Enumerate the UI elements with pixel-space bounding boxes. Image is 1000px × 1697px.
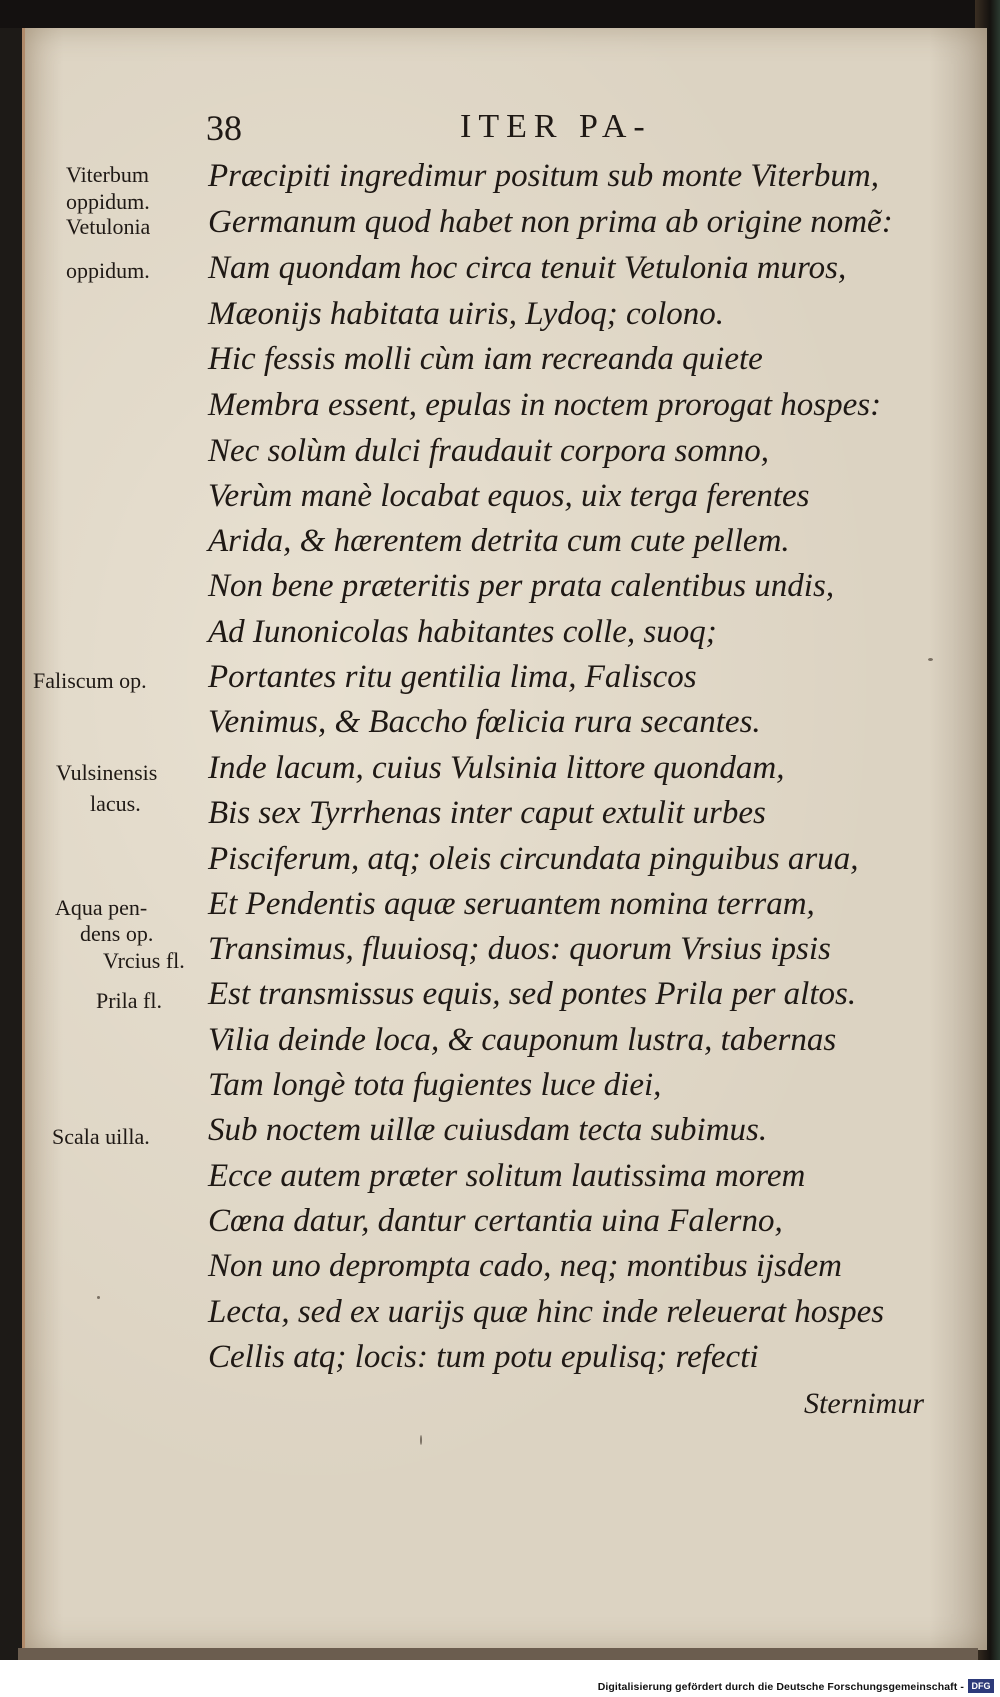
page-bottom-edge xyxy=(18,1648,978,1660)
verse-line: Pisciferum, atq; oleis circundata pinguibus arua, xyxy=(208,841,859,877)
verse-line: Inde lacum, cuius Vulsinia littore quondam, xyxy=(208,750,785,786)
marginal-note: oppidum. xyxy=(66,258,150,283)
book-board-top xyxy=(0,0,1000,28)
ink-speck xyxy=(97,1296,100,1299)
verse-line: Nam quondam hoc circa tenuit Vetulonia muros, xyxy=(208,250,847,286)
verse-line: Transimus, fluuiosq; duos: quorum Vrsius ipsis xyxy=(208,931,831,967)
marginal-note: Viterbum xyxy=(66,162,149,187)
verse-line: Portantes ritu gentilia lima, Faliscos xyxy=(208,659,697,695)
verse-line: Non bene præteritis per prata calentibus undis, xyxy=(208,568,835,604)
catchword: Sternimur xyxy=(804,1387,924,1420)
verse-line: Ecce autem præter solitum lautissima morem xyxy=(208,1158,806,1194)
marginal-note: Faliscum op. xyxy=(33,668,147,693)
verse-line: Non uno deprompta cado, neq; montibus ijsdem xyxy=(208,1248,842,1284)
verse-line: Et Pendentis aquæ seruantem nomina terram, xyxy=(208,886,815,922)
dfg-logo-icon: DFG xyxy=(968,1679,994,1693)
verse-line: Bis sex Tyrrhenas inter caput extulit urbes xyxy=(208,795,766,831)
marginal-note: Prila fl. xyxy=(96,988,162,1013)
verse-line: Ad Iunonicolas habitantes colle, suoq; xyxy=(208,614,717,650)
marginal-note: dens op. xyxy=(80,921,154,946)
ink-speck xyxy=(420,1435,422,1445)
marginal-note: Aqua pen- xyxy=(55,895,148,920)
verse-line: Verùm manè locabat equos, uix terga ferentes xyxy=(208,478,810,514)
verse-line: Arida, & hærentem detrita cum cute pellem. xyxy=(208,523,790,559)
marginal-note: Vetulonia xyxy=(66,214,151,239)
verse-line: Hic fessis molli cùm iam recreanda quiete xyxy=(208,341,763,377)
verse-line: Est transmissus equis, sed pontes Prila per altos. xyxy=(208,976,857,1012)
marginal-note: lacus. xyxy=(90,791,141,816)
verse-line: Venimus, & Baccho fœlicia rura secantes. xyxy=(208,704,761,740)
verse-line: Lecta, sed ex uarijs quæ hinc inde releuerat hospes xyxy=(208,1294,885,1330)
verse-line: Præcipiti ingredimur positum sub monte Viterbum, xyxy=(208,158,879,194)
verse-line: Sub noctem uillæ cuiusdam tecta subimus. xyxy=(208,1112,768,1148)
verse-line: Nec solùm dulci fraudauit corpora somno, xyxy=(208,433,769,469)
marginal-note: Scala uilla. xyxy=(52,1124,150,1149)
marginal-note: Vulsinensis xyxy=(56,760,158,785)
verse-line: Cœna datur, dantur certantia uina Falerno, xyxy=(208,1203,783,1239)
verse-line: Vilia deinde loca, & cauponum lustra, tabernas xyxy=(208,1022,837,1058)
page-number: 38 xyxy=(206,108,242,148)
running-head: ITER PA- xyxy=(460,108,652,145)
ink-speck xyxy=(928,658,933,661)
digitization-credit: Digitalisierung gefördert durch die Deutsche Forschungsgemeinschaft - xyxy=(597,1681,964,1693)
verse-line: Cellis atq; locis: tum potu epulisq; refecti xyxy=(208,1339,759,1375)
verse-line: Mæonijs habitata uiris, Lydoq; colono. xyxy=(208,296,725,332)
verse-line: Germanum quod habet non prima ab origine nomẽ: xyxy=(208,204,893,240)
verse-line: Membra essent, epulas in noctem prorogat hospes: xyxy=(208,387,882,423)
marginal-note: oppidum. xyxy=(66,189,150,214)
marginal-note: Vrcius fl. xyxy=(103,948,185,973)
verse-line: Tam longè tota fugientes luce diei, xyxy=(208,1067,662,1103)
